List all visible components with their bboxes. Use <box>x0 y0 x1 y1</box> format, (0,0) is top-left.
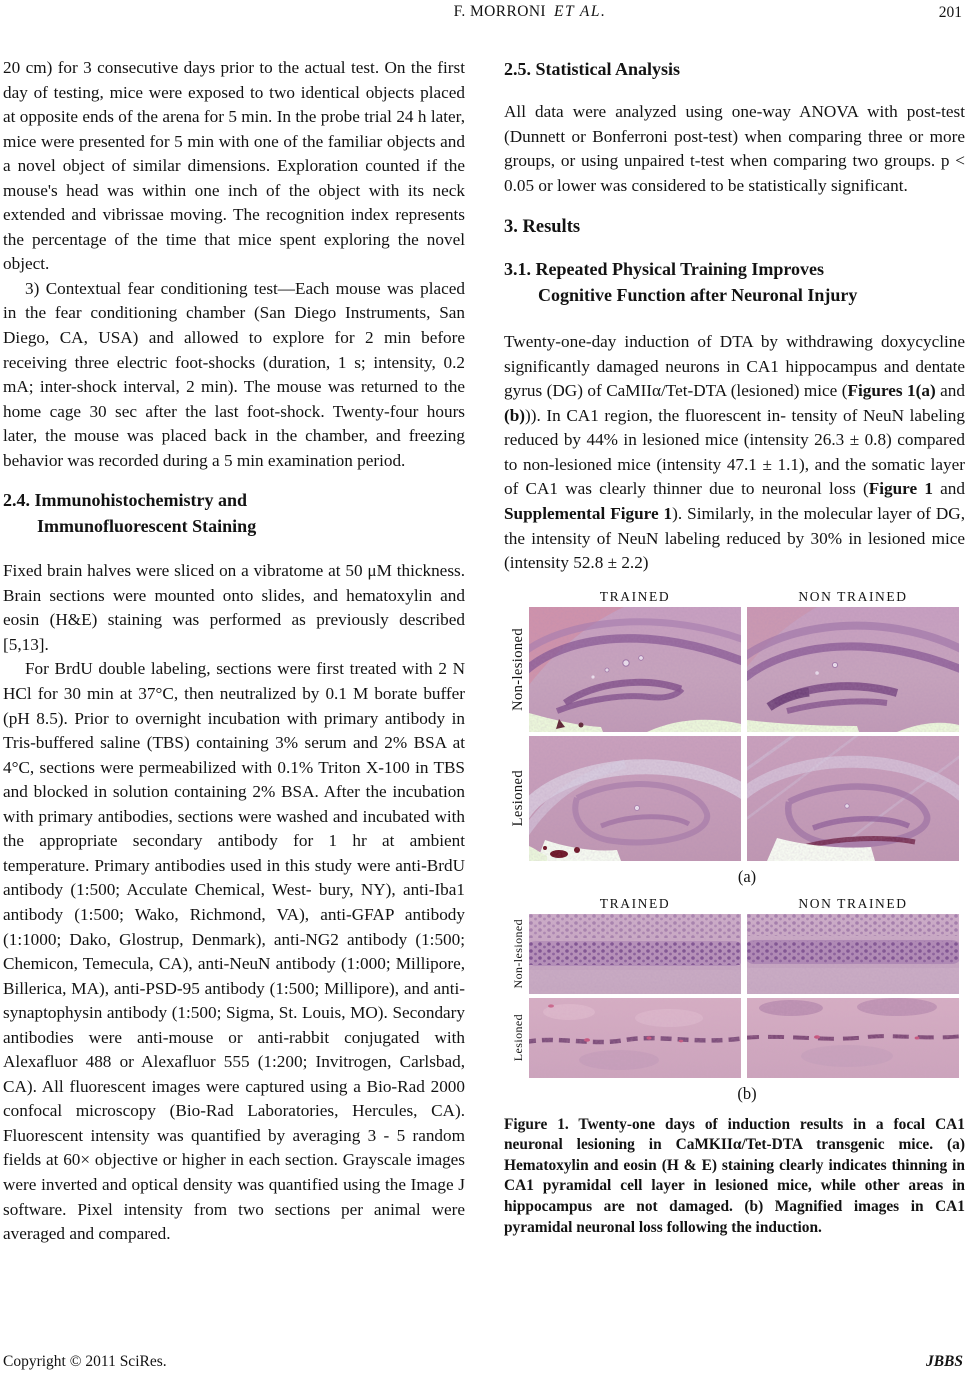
results-segment: and <box>932 479 965 499</box>
figure-1b-label: (b) <box>737 1083 757 1103</box>
row-label-nonlesioned: Non-lesioned <box>510 627 527 711</box>
figure-1a-column-headers <box>529 588 965 605</box>
right-column <box>504 56 965 1238</box>
micrograph-b-lesioned-nontrained <box>747 998 959 1078</box>
figure-reference: Figure 1 <box>868 479 933 499</box>
figure-1 <box>504 588 965 1239</box>
copyright-text: Copyright © 2011 SciRes. <box>3 1353 167 1370</box>
column-header-non-trained: NON TRAINED <box>798 588 908 604</box>
section-heading-3: 3. Results <box>504 217 581 238</box>
micrograph-a-lesioned-nontrained <box>747 736 959 861</box>
figure-1b-panel <box>504 895 965 1105</box>
paragraph-statistics: All data were analyzed using one-way ANOVA with post-test (Dunnett or Bonferroni post-test) when comparing three or more groups, or using unpaired t-test when comparing two groups. p < 0.05 or lower was considered to be statistically significant. <box>504 102 965 195</box>
row-label-nonlesioned: Non-lesioned <box>511 918 526 989</box>
paragraph-results <box>504 330 965 575</box>
row-label-lesioned: Lesioned <box>510 769 527 827</box>
figure-1a-panel <box>504 588 965 888</box>
section-3-1-line2: Cognitive Function after Neuronal Injury <box>538 285 858 306</box>
paragraph-fear-conditioning: 3) Contextual fear conditioning test—Each mouse was placed in the fear conditioning chamber (San Diego Instruments, San Diego, CA, USA) and allowed to explore for 2 min before receiving three electric foot-shocks (duration, 1 s; intensity, 0.2 mA; inter-shock interval, 2 min). The mouse was returned to the home cage 30 sec after the last foot-shock. Twenty-four hours later, the mouse was placed back in the chamber, and freezing behavior was recorded during a 5 min examination period. <box>3 278 465 470</box>
left-column <box>3 56 465 1247</box>
micrograph-a-lesioned-trained <box>529 736 741 861</box>
header-authors <box>454 3 607 21</box>
section-2-4-line1: 2.4. Immunohistochemistry and <box>3 490 248 511</box>
section-3-1-line1: 3.1. Repeated Physical Training Improves <box>504 259 825 280</box>
figure-reference: Supplemental Figure 1 <box>504 504 673 524</box>
row-label-lesioned: Lesioned <box>511 1014 526 1062</box>
micrograph-a-nonlesioned-nontrained <box>747 607 959 732</box>
figure-reference: (b) <box>504 405 526 425</box>
figure-1b-row-lesioned <box>508 998 965 1078</box>
section-heading-2-5: 2.5. Statistical Analysis <box>504 59 681 79</box>
results-segment: Twenty-one-day induction of DTA by withdrawing doxycycline significantly damaged neurons in CA1 hippocampus and dentate gyrus (DG) of CaMIIα/Tet-DTA (lesioned) mice ( <box>504 332 965 401</box>
micrograph-a-nonlesioned-trained <box>529 607 741 732</box>
paragraph-brdu-labeling: For BrdU double labeling, sections were first treated with 2 N HCl for 30 min at 37°C, then neutralized by 0.1 M borate buffer (pH 8.5). Prior to overnight incubation with primary antibody in Tris-buffered saline (TBS) containing 3% serum and 2% BSA at 4°C, sections were permeabilized with 0.1% Triton X-100 in TBS and blocked in solution containing 2% BSA. After the incubation with primary antibodies, sections were washed and incubated with the appropriate secondary antibody for 1 hr at ambient temperature. Primary antibodies used in this study were anti-BrdU antibody (1:500; Acculate Chemical, West- bury, NY), anti-Iba1 antibody (1:500; Wako, Richmond, VA), anti-GFAP antibody (1:1000; Dako, Glostrup, Denmark), anti-NG2 antibody (1:500; Chemicon, Temecula, CA), anti-NeuN antibody (1:000; Millipore, Billerica, MA), anti-PSD-95 antibody (1:500; Millipore), and anti-synaptophysin antibody (1:500; Sigma, St. Louis, MO). Secondary antibodies were anti-mouse or anti-rabbit conjugated with Alexafluor 488 or Alexafluor 555 (1:200; Invitrogen, Carlsbad, CA). All fluorescent images were captured using a Bio-Rad 2000 confocal microscopy (Bio-Rad Laboratories, Hercules, CA). Fluorescent intensity was quantified by averaging 3 - 5 random fields at 60× objective or higher in each section. Grayscale images were inverted and optical density was quantified using the Image J software. Pixel intensity from two sections per animal were averaged and compared. <box>3 659 465 1244</box>
column-header-trained: TRAINED <box>599 895 671 911</box>
section-2-4-line2: Immunofluorescent Staining <box>37 516 257 537</box>
results-segment: )). In CA1 region, the fluorescent in- tensity of NeuN labeling reduced by 44% in lesioned mice (intensity 26.3 ± 0.8) compared to non-lesioned mice (intensity 47.1 ± 1.1), and the somatic layer of CA1 was clearly thinner due to neuronal loss ( <box>504 405 965 499</box>
figure-1b-column-headers <box>529 895 965 912</box>
section-heading-2-4 <box>3 487 465 539</box>
et-al-text: ET AL. <box>553 3 607 20</box>
figure-1b-row-nonlesioned <box>508 914 965 994</box>
micrograph-b-lesioned-trained <box>529 998 741 1078</box>
paragraph-novel-object-test: 20 cm) for 3 consecutive days prior to the actual test. On the first day of testing, mice were exposed to two identical objects placed at opposite ends of the arena for 5 min. In the probe trial 24 h later, mice were presented for 5 min with one of the familiar objects and a novel object of similar dimensions. Exploration counted if the mouse's head was within one inch of the object with its neck extended and vibrissae moving. The recognition index represents the percentage of the time that mice spent exploring the novel object. <box>3 58 465 274</box>
figure-reference: Figures 1(a) <box>847 381 936 401</box>
figure-1-caption: Figure 1. Twenty-one days of induction results in a focal CA1 neuronal lesioning in CaMKIIα/Tet-DTA transgenic mice. (a) Hematoxylin and eosin (H & E) staining clearly indicates thinning in CA1 pyramidal cell layer in lesioned mice, while other areas in hippocampus are not damaged. (b) Magnified images in CA1 pyramidal neuronal loss following the induction. <box>504 1115 965 1236</box>
section-heading-3-1 <box>504 256 965 308</box>
page-number: 201 <box>938 4 962 21</box>
journal-abbreviation: JBBS <box>925 1353 963 1370</box>
column-header-trained: TRAINED <box>599 588 671 604</box>
figure-1a-row-nonlesioned <box>508 607 965 732</box>
page-footer <box>3 1353 963 1371</box>
author-name: F. MORRONI <box>453 3 546 20</box>
figure-1a-row-lesioned <box>508 736 965 861</box>
micrograph-b-nonlesioned-nontrained <box>747 914 959 994</box>
running-header <box>0 3 966 27</box>
results-segment: ). Similarly, in the molecular layer of DG, the intensity of NeuN labeling reduced by 30% in lesioned mice (intensity 52.8 ± 2.2) <box>504 504 965 573</box>
micrograph-b-nonlesioned-trained <box>529 914 741 994</box>
results-segment: and <box>935 381 965 401</box>
paragraph-fixed-brain: Fixed brain halves were sliced on a vibratome at 50 μM thickness. Brain sections were mounted onto slides, and hematoxylin and eosin (H&E) staining was performed as previously described [5,13]. <box>3 561 465 654</box>
column-header-non-trained: NON TRAINED <box>798 895 908 911</box>
figure-1a-label: (a) <box>737 866 757 886</box>
